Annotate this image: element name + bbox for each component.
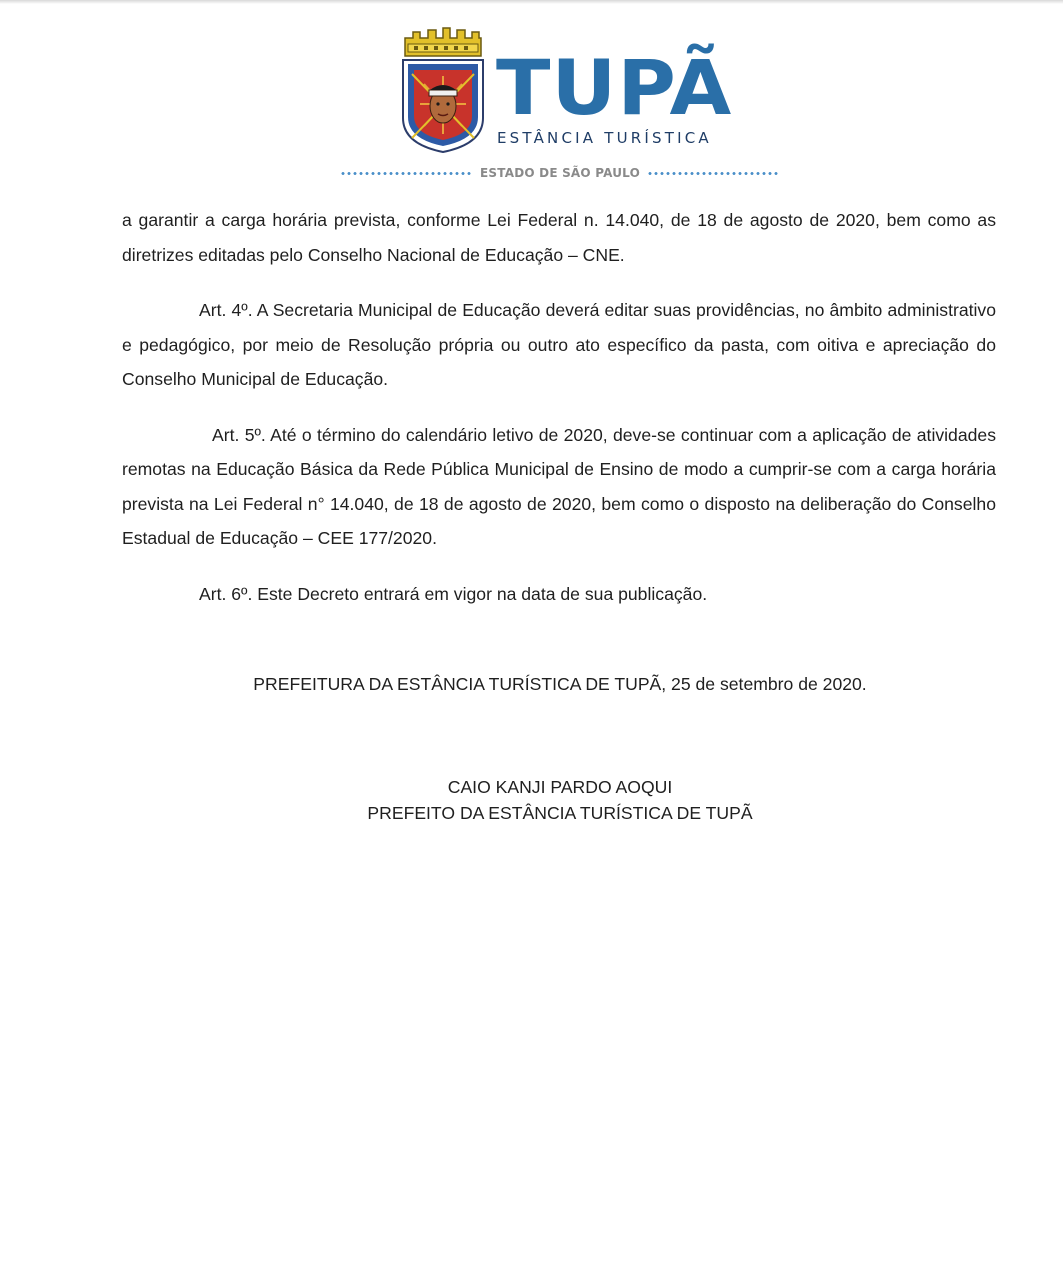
article-4-paragraph: Art. 4º. A Secretaria Municipal de Educação deverá editar suas providências, no âmbito administrativo e pedagógico, por meio de Resolução própria ou outro ato específico da pasta, com oitiva e apreciação do Conselho Municipal de Educação. [122, 300, 996, 389]
coat-of-arms-icon [400, 26, 486, 154]
state-label: ESTADO DE SÃO PAULO [480, 166, 640, 180]
state-line [340, 165, 780, 181]
signer-name: CAIO KANJI PARDO AOQUI [447, 777, 673, 797]
signer-title: PREFEITO DA ESTÂNCIA TURÍSTICA DE TUPÃ [367, 803, 753, 823]
document-body [122, 203, 996, 632]
letterhead [0, 0, 1063, 190]
dotted-divider-right [647, 172, 780, 175]
continuation-paragraph: a garantir a carga horária prevista, conforme Lei Federal n. 14.040, de 18 de agosto de 2020, bem como as diretrizes editadas pelo Conselho Nacional de Educação – CNE. [122, 210, 996, 265]
article-6-paragraph: Art. 6º. Este Decreto entrará em vigor na data de sua publicação. [199, 583, 708, 604]
dotted-divider-left [340, 172, 473, 175]
place-date-line: PREFEITURA DA ESTÂNCIA TURÍSTICA DE TUPÃ, 25 de setembro de 2020. [253, 674, 867, 694]
brand-subtitle: ESTÂNCIA TURÍSTICA [497, 129, 712, 147]
article-5-paragraph: Art. 5º. Até o término do calendário letivo de 2020, deve-se continuar com a aplicação de atividades remotas na Educação Básica da Rede Pública Municipal de Ensino de modo a cumprir-se com a carga horária prevista na Lei Federal n° 14.040, de 18 de agosto de 2020, bem como o disposto na deliberação do Conselho Estadual de Educação – CEE 177/2020. [122, 424, 996, 548]
brand-name: TUPÃ [496, 43, 733, 132]
